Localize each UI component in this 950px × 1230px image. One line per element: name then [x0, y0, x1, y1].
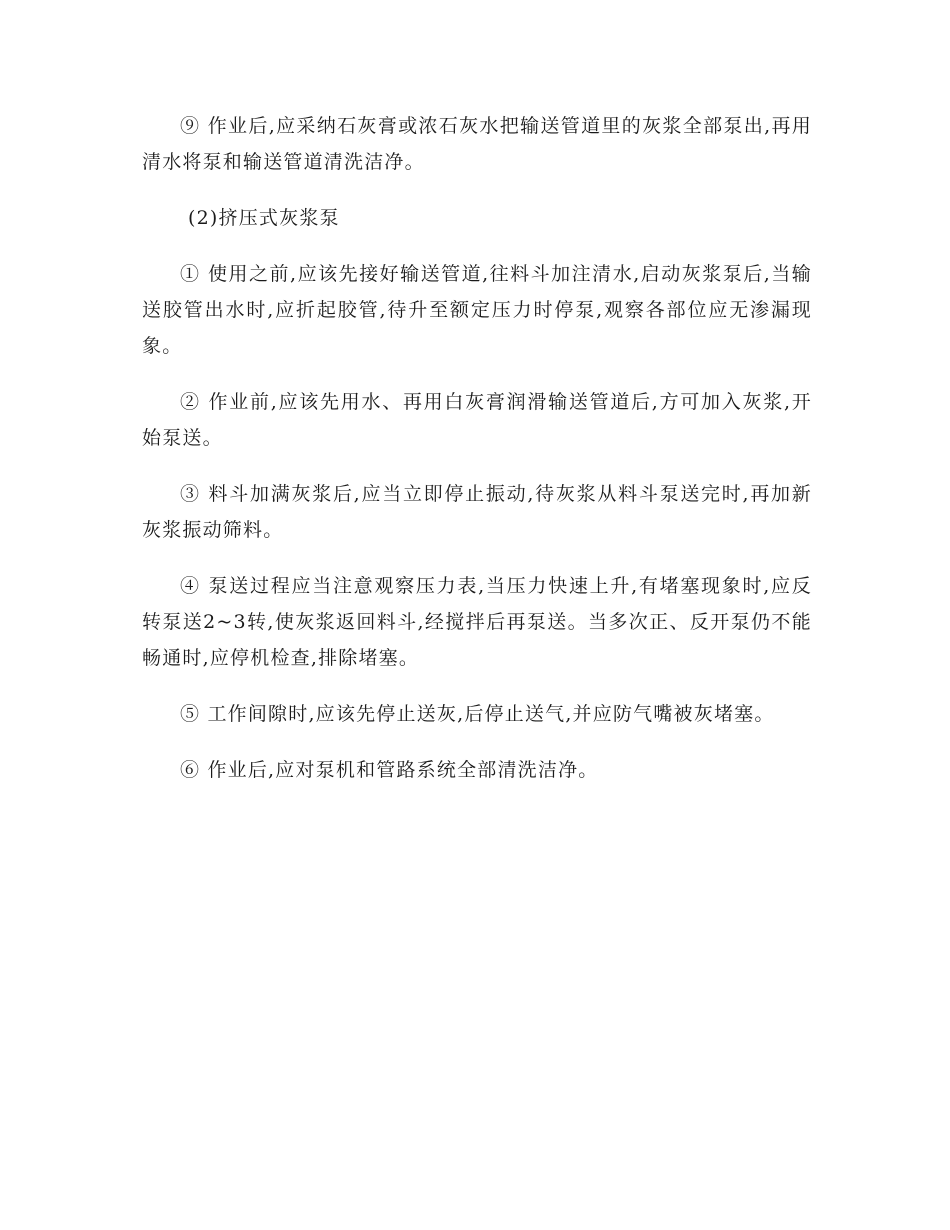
paragraph-item-1: ① 使用之前,应该先接好输送管道,往料斗加注清水,启动灰浆泵后,当输送胶管出水时,应折起胶管,待升至额定压力时停泵,观察各部位应无渗漏现象。	[142, 263, 812, 357]
paragraph-item-3: ③ 料斗加满灰浆后,应当立即停止振动,待灰浆从料斗泵送完时,再加新灰浆振动筛料。	[142, 483, 812, 541]
paragraph-item-4: ④ 泵送过程应当注意观察压力表,当压力快速上升,有堵塞现象时,应反转泵送2~3转,使灰浆返回料斗,经搅拌后再泵送。当多次正、反开泵仍不能畅通时,应停机检查,排除堵塞。	[142, 575, 812, 669]
paragraph-item-5: ⑤ 工作间隙时,应该先停止送灰,后停止送气,并应防气嘴被灰堵塞。	[180, 703, 775, 725]
paragraph-item-2: ② 作业前,应该先用水、再用白灰膏润滑输送管道后,方可加入灰浆,开始泵送。	[142, 391, 812, 449]
document-body	[142, 108, 812, 808]
paragraph-item-6: ⑥ 作业后,应对泵机和管路系统全部清洗洁净。	[180, 759, 599, 781]
section-heading-2: (2)挤压式灰浆泵	[188, 207, 340, 229]
paragraph-item-9: ⑨ 作业后,应采纳石灰膏或浓石灰水把输送管道里的灰浆全部泵出,再用清水将泵和输送管道清洗洁净。	[142, 115, 812, 173]
